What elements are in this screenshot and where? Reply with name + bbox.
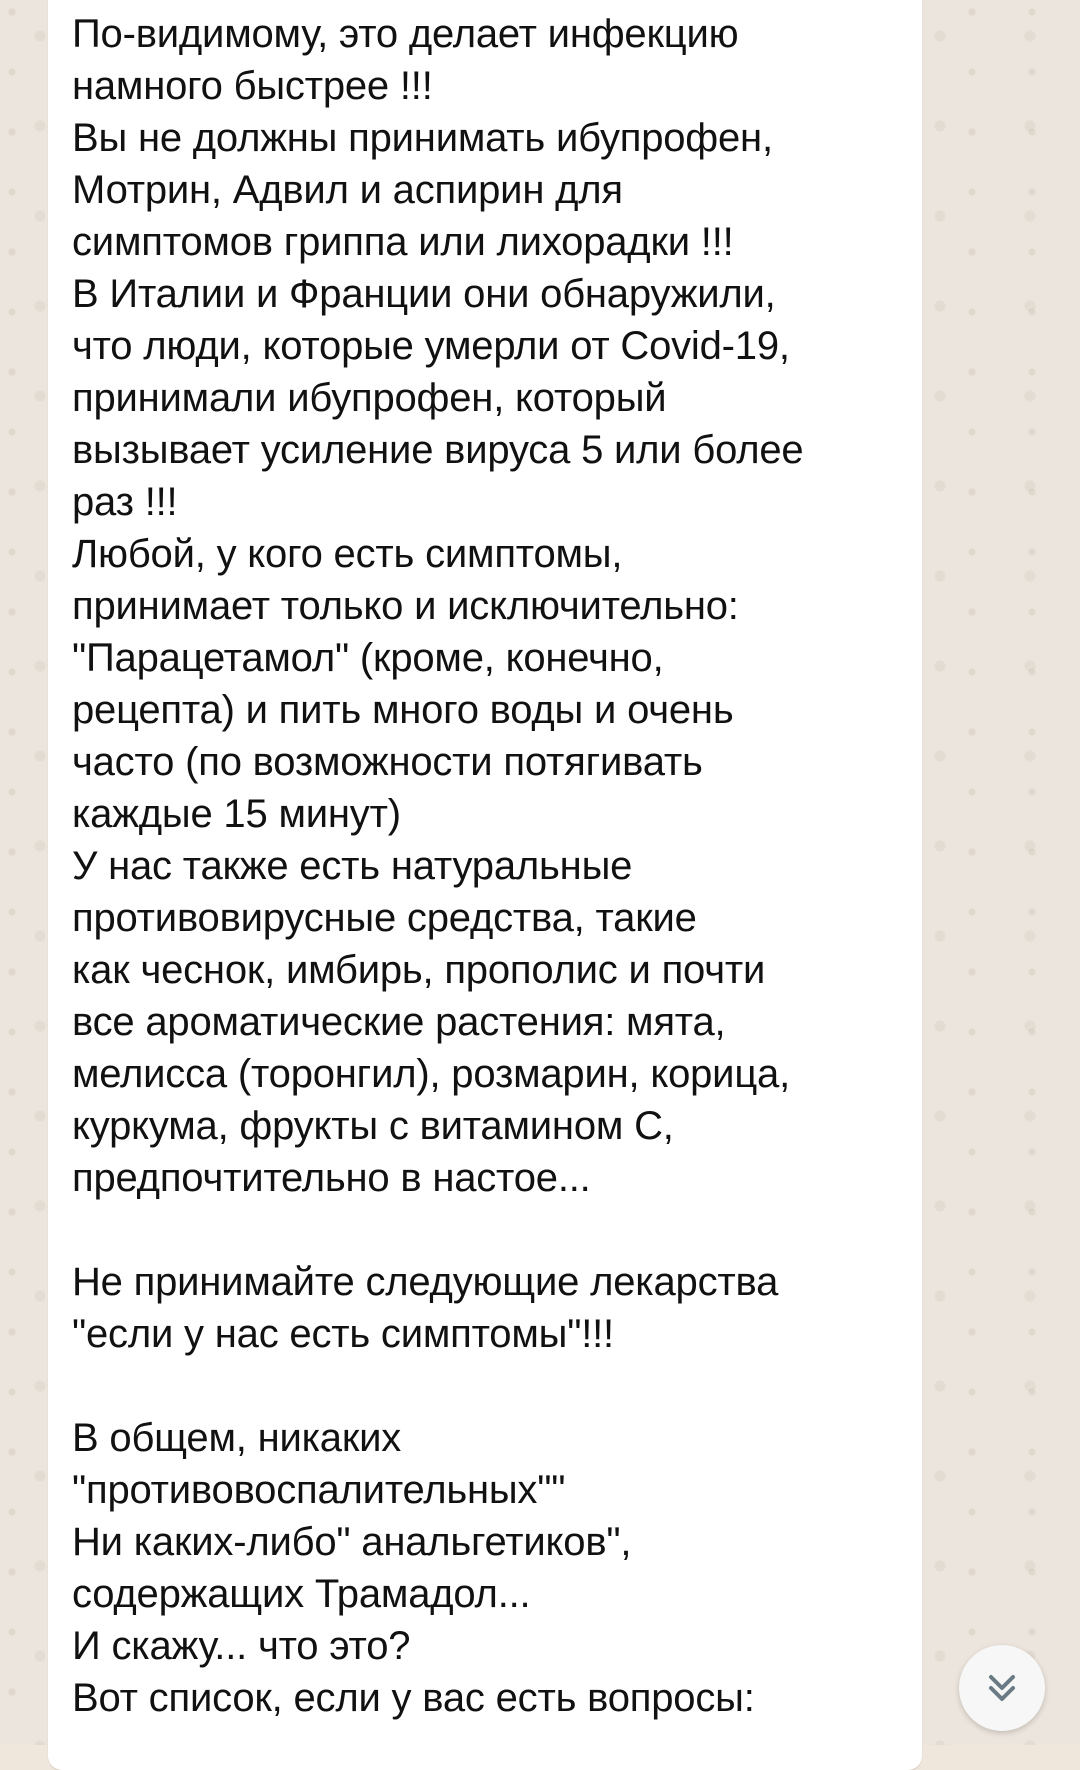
message-text: По-видимому, это делает инфекцию намного быстрее !!! Вы не должны принимать ибупрофен, Мотрин, Адвил и аспирин для симптомов гриппа или лихорадки !!! В Италии и Франции они обнаружили, что люди, которые умерли от Covid-19, принимали ибупрофен, который вызывает усиление вируса 5 или более раз !!! Любой, у кого есть симптомы, принимает только и исключительно: "Парацетамол" (кроме, конечно, рецепта) и пить много воды и очень часто (по возможности потягивать каждые 15 минут) У нас также есть натуральные противовирусные средства, такие как чеснок, имбирь, прополис и почти все ароматические растения: мята, мелисса (торонгил), розмарин, корица, куркума, фрукты с витамином С, предпочтительно в настое... Не принимайте следующие лекарства "если у нас есть симптомы"!!! В общем, никаких "противовоспалительных"" Ни каких-либо" анальгетиков", содержащих Трамадол... И скажу... что это? Вот список, если у вас есть вопросы: [72, 12, 804, 1720]
scroll-to-bottom-button[interactable] [959, 1645, 1045, 1731]
double-chevron-down-icon [980, 1666, 1024, 1710]
